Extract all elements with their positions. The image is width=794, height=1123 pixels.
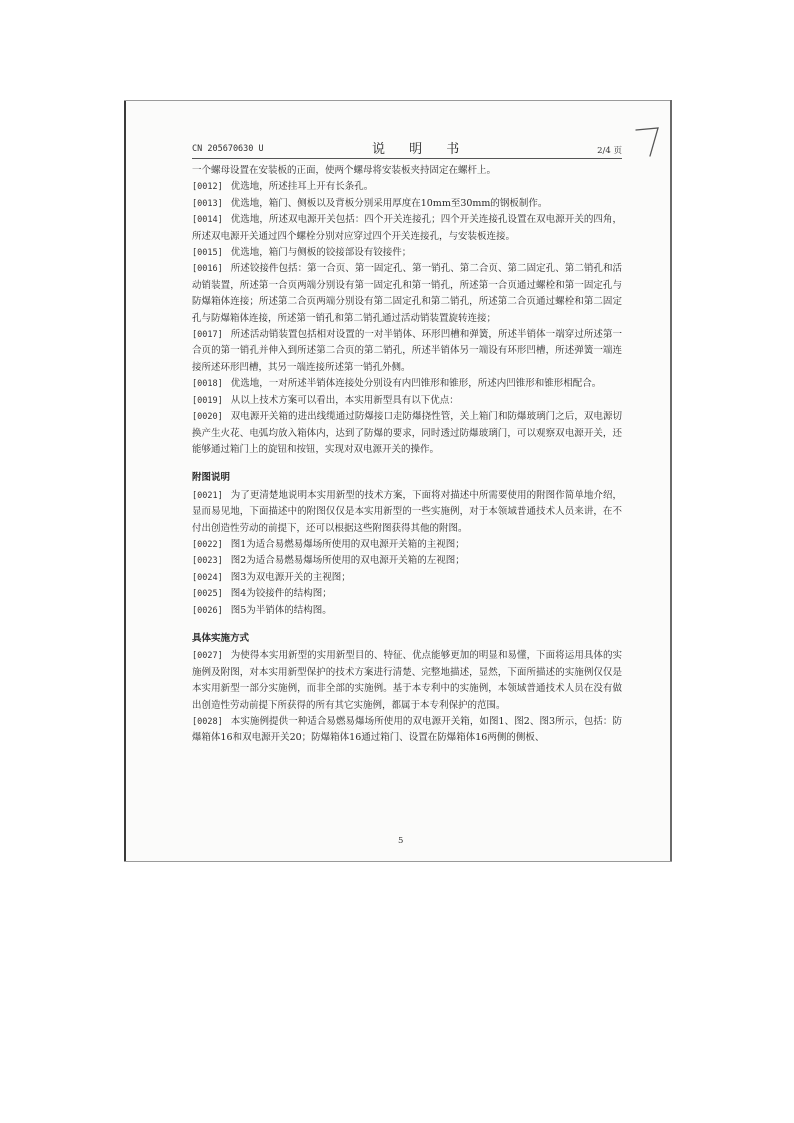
paragraph-text: 优选地，所述双电源开关包括：四个开关连接孔；四个开关连接孔设置在双电源开关的四角，所述双电源开关通过四个螺栓分别对应穿过四个开关连接孔，与安装板连接。 [192, 214, 622, 242]
paragraph-number: [0012] [192, 182, 223, 193]
paragraph [192, 586, 622, 602]
paragraph-number: [0027] [192, 651, 223, 662]
paragraph-text: 为使得本实用新型的实用新型目的、特征、优点能够更加的明显和易懂，下面将运用具体的实施例及附图，对本实用新型保护的技术方案进行清楚、完整地描述，显然，下面所描述的实施例仅仅是本实用新型一部分实施例，而非全部的实施例。基于本专利中的实施例，本领域普通技术人员在没有做出创造性劳动前提下所获得的所有其它实施例，都属于本专利保护的范围。 [192, 650, 622, 711]
paragraph-number: [0028] [192, 717, 223, 727]
page-edge-left [124, 100, 126, 862]
paragraph-list [192, 179, 622, 458]
paragraph-text: 图1为适合易燃易爆场所使用的双电源开关箱的主视图； [230, 538, 465, 550]
paragraph-number: [0023] [192, 556, 223, 567]
section-heading-figures: 附图说明 [192, 472, 231, 484]
paragraph [192, 196, 622, 212]
page-indicator: 2/4 页 [597, 146, 622, 156]
paragraph [192, 603, 622, 619]
paragraph [192, 261, 622, 327]
paragraph-number: [0020] [192, 412, 223, 423]
paragraph-text: 图5为半销体的结构图。 [230, 604, 332, 616]
paragraph-list-embodiment [192, 648, 622, 746]
paragraph-text: 优选地，所述挂耳上开有长条孔。 [230, 181, 374, 193]
paragraph [192, 714, 622, 747]
header-rule [192, 158, 622, 159]
paragraph-text: 所述铰接件包括：第一合页、第一固定孔、第一销孔、第二合页、第二固定孔、第二销孔和活动销装置，所述第一合页两端分别设有第一固定孔和第一销孔，所述第一合页通过螺栓和第一固定孔与防爆箱体连接；所述第二合页两端分别设有第二固定孔和第二销孔，所述第二合页通过螺栓和第二固定孔与防爆箱体连接，所述第一销孔和第二销孔通过活动销装置旋转连接； [192, 263, 622, 324]
page-number: 5 [398, 836, 404, 846]
paragraph-number: [0015] [192, 248, 223, 259]
paragraph-text: 本实施例提供一种适合易燃易爆场所使用的双电源开关箱，如图1、图2、图3所示，包括：防爆箱体16和双电源开关20；防爆箱体16通过箱门、设置在防爆箱体16两侧的侧板、 [192, 716, 622, 744]
paragraph [192, 553, 622, 569]
paragraph-text: 双电源开关箱的进出线缆通过防爆接口走防爆挠性管，关上箱门和防爆玻璃门之后，双电源切换产生火花、电弧均放入箱体内，达到了防爆的要求，同时透过防爆玻璃门，可以观察双电源开关，还能够通过箱门上的旋钮和按钮，实现对双电源开关的操作。 [192, 411, 622, 455]
handwritten-seven-mark [628, 122, 668, 162]
paragraph [192, 409, 622, 458]
paragraph-text: 优选地，一对所述半销体连接处分别设有内凹锥形和锥形，所述内凹锥形和锥形相配合。 [230, 378, 602, 390]
paragraph-text: 为了更清楚地说明本实用新型的技术方案，下面将对描述中所需要使用的附图作简单地介绍，显而易见地，下面描述中的附图仅仅是本实用新型的一些实施例，对于本领域普通技术人员来讲，在不付出创造性劳动的前提下，还可以根据这些附图获得其他的附图。 [192, 489, 622, 534]
paragraph-text: 图4为铰接件的结构图； [230, 588, 332, 600]
paragraph [192, 488, 622, 537]
paragraph-number: [0022] [192, 539, 223, 550]
paragraph-number: [0026] [192, 605, 223, 616]
paragraph-number: [0024] [192, 572, 223, 583]
continued-paragraph: 一个螺母设置在安装板的正面，使两个螺母将安装板夹持固定在螺杆上。 [192, 165, 497, 176]
paragraph-text: 图3为双电源开关的主视图； [230, 571, 351, 583]
paragraph-text: 优选地，箱门与侧板的铰接部设有铰接件； [230, 247, 412, 259]
page-edge-top [124, 100, 672, 101]
paragraph-text: 优选地，箱门、侧板以及背板分别采用厚度在10mm至30mm的钢板制作。 [230, 197, 548, 209]
paragraph-list-figures [192, 488, 622, 619]
paragraph-number: [0016] [192, 264, 223, 275]
paragraph [192, 245, 622, 261]
paragraph-number: [0013] [192, 198, 223, 209]
section-heading-embodiment: 具体实施方式 [192, 632, 250, 644]
paragraph-text: 图2为适合易燃易爆场所使用的双电源开关箱的左视图； [230, 555, 465, 567]
paragraph [192, 376, 622, 392]
paragraph-number: [0014] [192, 215, 223, 226]
paragraph [192, 212, 622, 245]
paragraph-number: [0021] [192, 490, 223, 501]
page-edge-bottom [124, 861, 672, 862]
paragraph-number: [0019] [192, 395, 223, 406]
paragraph-number: [0017] [192, 330, 223, 341]
page-header [192, 138, 622, 158]
paragraph-number: [0018] [192, 379, 223, 390]
paragraph [192, 648, 622, 714]
paragraph-text: 从以上技术方案可以看出，本实用新型具有以下优点： [230, 394, 459, 406]
body-text [192, 163, 622, 747]
paragraph [192, 570, 622, 586]
paragraph [192, 327, 622, 376]
paragraph-number: [0025] [192, 589, 223, 600]
document-title: 说 明 书 [372, 142, 470, 157]
paragraph [192, 537, 622, 553]
paragraph-text: 所述活动销装置包括相对设置的一对半销体、环形凹槽和弹簧，所述半销体一端穿过所述第一合页的第一销孔并伸入到所述第二合页的第二销孔，所述半销体另一端设有环形凹槽，所述弹簧一端连接所述环形凹槽，其另一端连接所述第一销孔外侧。 [192, 329, 622, 373]
page-edge-right [670, 100, 672, 862]
paragraph [192, 179, 622, 195]
paragraph [192, 393, 622, 409]
publication-number: CN 205670630 U [192, 144, 264, 154]
